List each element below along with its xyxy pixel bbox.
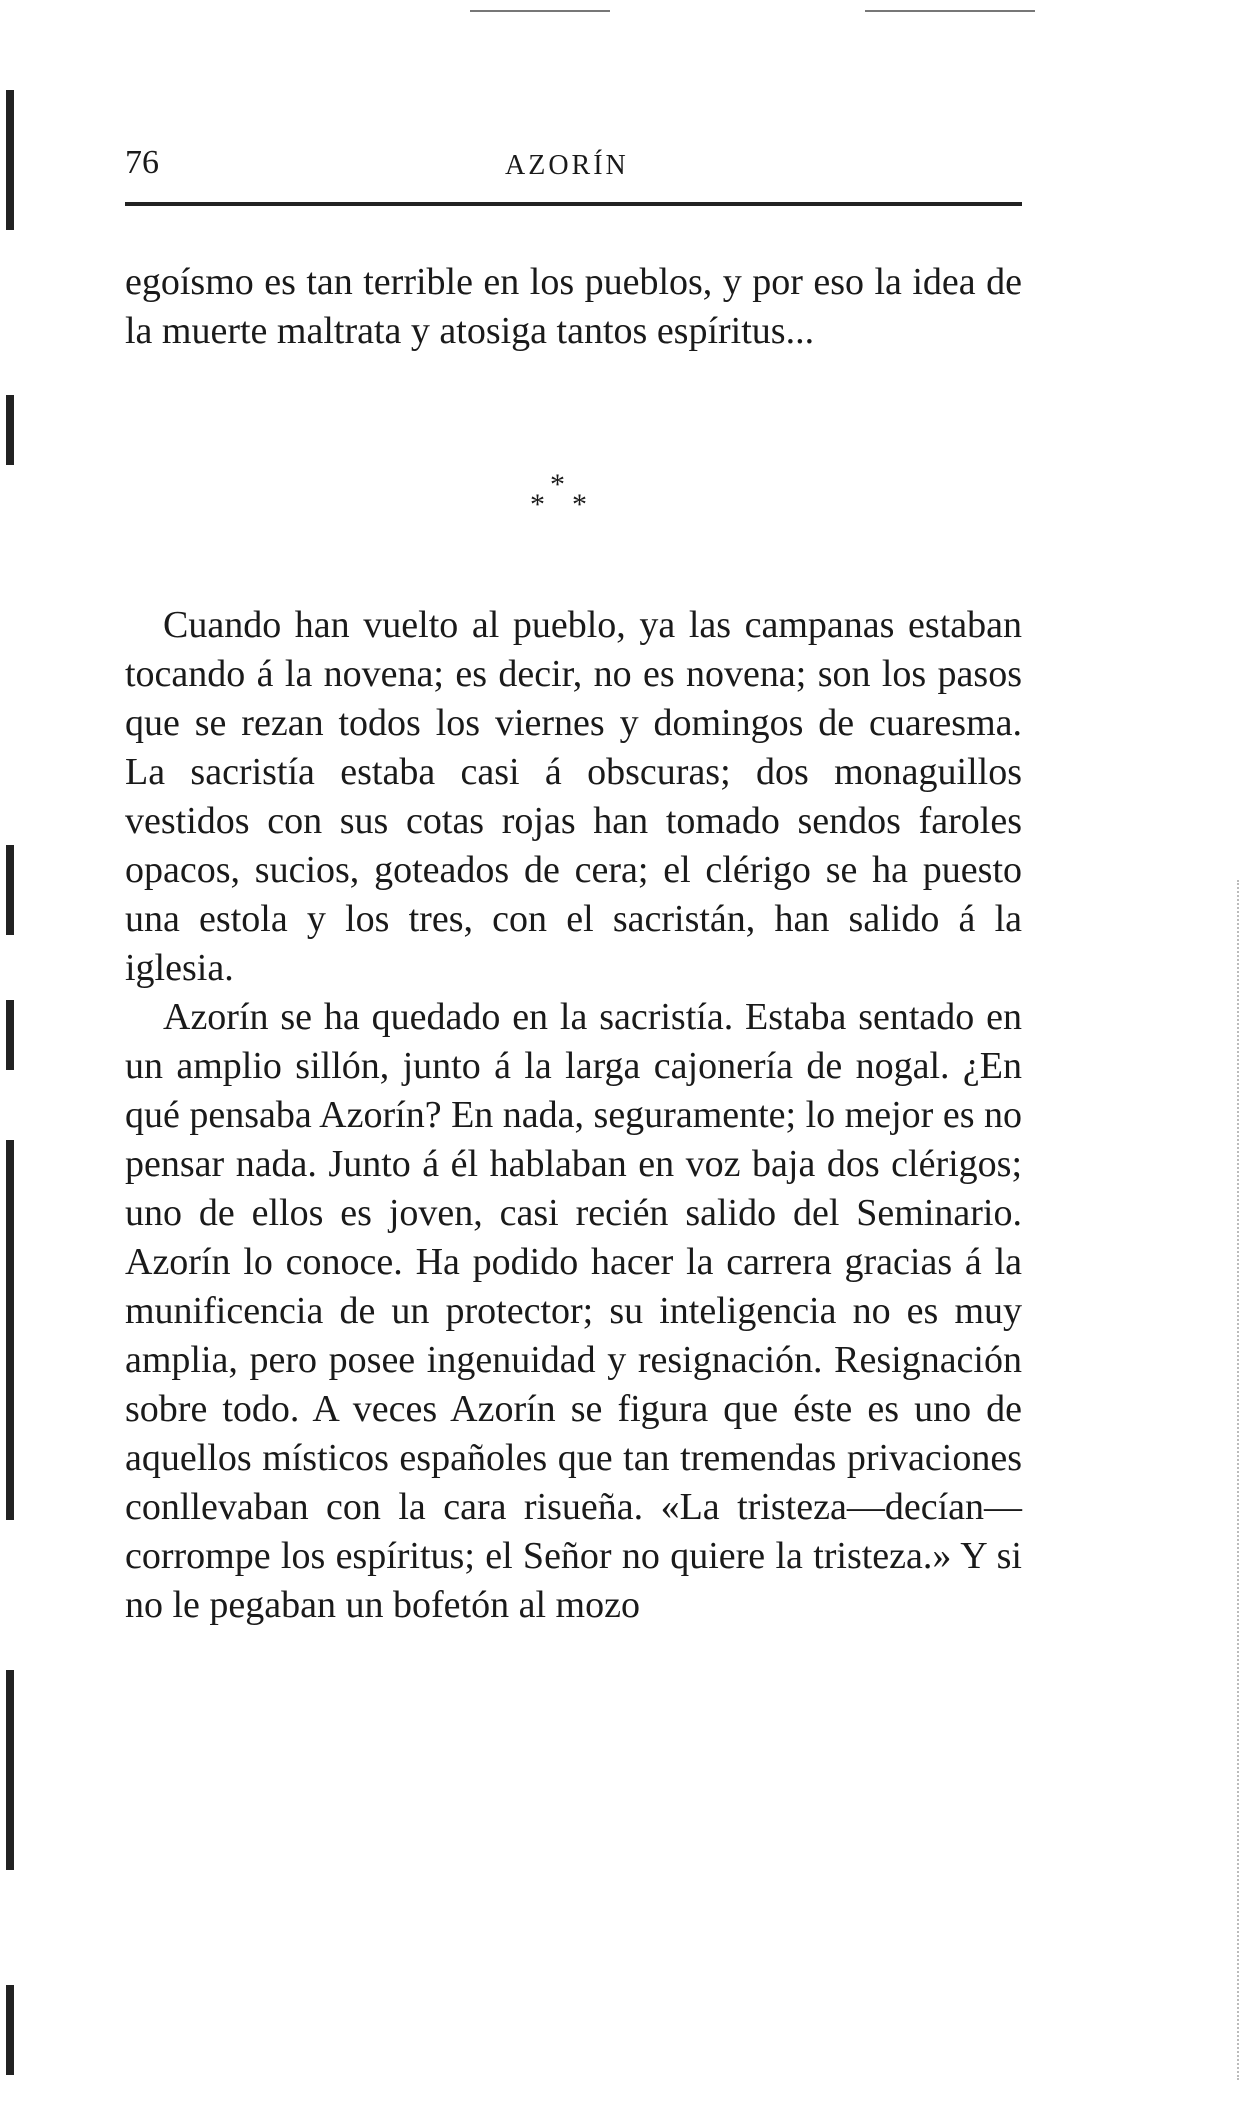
section-break-asterism xyxy=(520,464,610,534)
header-rule xyxy=(125,202,1022,206)
intro-passage xyxy=(125,258,1022,356)
asterism-star-top: * xyxy=(550,468,565,501)
binding-mark xyxy=(6,1140,14,1520)
asterism-star-left: * xyxy=(530,488,545,521)
asterism-star-right: * xyxy=(572,488,587,521)
paragraph: Cuando han vuelto al pueblo, ya las campanas estaban tocando á la novena; es decir, no es novena; son los pasos que se rezan todos los viernes y domingos de cuaresma. La sacristía estaba casi á obscuras; dos monaguillos vestidos con sus cotas rojas han tomado sendos faroles opacos, sucios, goteados de cera; el clérigo se ha puesto una estola y los tres, con el sacristán, han salido á la iglesia. xyxy=(125,604,1022,989)
page-header xyxy=(125,140,1022,200)
binding-mark xyxy=(6,1985,14,2075)
page-number: 76 xyxy=(125,144,159,181)
binding-mark xyxy=(6,845,14,935)
intro-paragraph: egoísmo es tan terrible en los pueblos, y por eso la idea de la muerte maltrata y atosiga tantos espíritus... xyxy=(125,261,1022,352)
binding-mark xyxy=(6,90,14,230)
scan-top-rule-left xyxy=(470,10,610,12)
binding-mark xyxy=(6,395,14,465)
scan-top-rule-right xyxy=(865,10,1035,12)
binding-mark xyxy=(6,1000,14,1070)
paragraph: Azorín se ha quedado en la sacristía. Estaba sentado en un amplio sillón, junto á la larga cajonería de nogal. ¿En qué pensaba Azorín? En nada, seguramente; lo mejor es no pensar nada. Junto á él hablaban en voz baja dos clérigos; uno de ellos es joven, casi recién salido del Seminario. Azorín lo conoce. Ha podido hacer la carrera gracias á la munificencia de un protector; su inteligencia no es muy amplia, pero posee ingenuidad y resignación. Resignación sobre todo. A veces Azorín se figura que éste es uno de aquellos místicos españoles que tan tremendas privaciones conllevaban con la cara risueña. «La tristeza—decían—corrompe los espíritus; el Señor no quiere la tristeza.» Y si no le pegaban un bofetón al mozo xyxy=(125,996,1022,1626)
binding-mark xyxy=(6,1670,14,1870)
main-passage xyxy=(125,601,1022,1630)
right-margin-dots xyxy=(1237,880,1241,2080)
running-title: AZORÍN xyxy=(505,150,629,181)
